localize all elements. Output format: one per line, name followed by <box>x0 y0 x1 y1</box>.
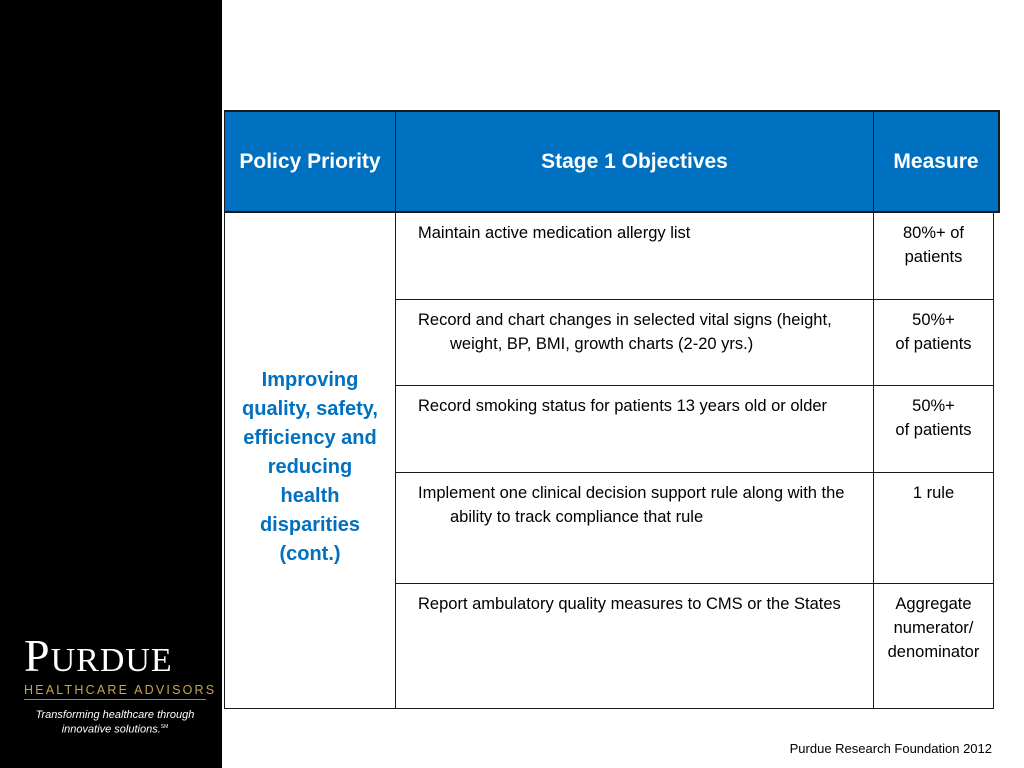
header-policy-priority: Policy Priority <box>224 110 396 213</box>
objective-cell <box>396 213 874 299</box>
measure-line: of patients <box>895 335 972 353</box>
measure-line: 50%+ <box>912 311 955 329</box>
policy-priority-line: reducing <box>267 456 353 478</box>
measure-cell <box>874 386 994 472</box>
measure-cell <box>874 300 994 385</box>
table-row <box>396 213 994 300</box>
measure-line: 1 rule <box>912 484 955 502</box>
policy-priority-line: disparities <box>259 514 361 536</box>
policy-priority-text <box>226 352 394 569</box>
table-row <box>396 473 994 584</box>
objective-cell <box>396 386 874 472</box>
header-measure: Measure <box>874 110 1000 213</box>
policy-priority-line: efficiency and <box>243 427 377 449</box>
measure-line: 50%+ <box>912 397 955 415</box>
tagline-line-2: innovative solutions. <box>61 723 161 736</box>
objective-text: Implement one clinical decision support rule along with the ability to track compliance that rule <box>418 484 845 526</box>
table-body <box>224 213 994 709</box>
purdue-logo <box>24 630 208 683</box>
sidebar <box>0 0 222 768</box>
objective-cell <box>396 473 874 583</box>
objective-cell <box>396 300 874 385</box>
policy-priority-line: (cont.) <box>279 543 341 565</box>
objective-cell <box>396 584 874 708</box>
measure-line: patients <box>904 248 963 266</box>
objective-text: Record and chart changes in selected vital signs (height, weight, BP, BMI, growth charts (2-20 yrs.) <box>418 311 832 353</box>
objective-text: Maintain active medication allergy list <box>418 224 691 242</box>
footer-copyright: Purdue Research Foundation 2012 <box>789 741 992 756</box>
measure-line: Aggregate <box>895 595 972 613</box>
table-row <box>396 386 994 473</box>
objectives-table <box>224 110 1000 710</box>
table-row <box>396 300 994 386</box>
measure-cell <box>874 584 994 708</box>
objective-text: Record smoking status for patients 13 years old or older <box>418 397 828 415</box>
logo-divider <box>24 699 206 700</box>
measure-line: numerator/ <box>893 619 974 637</box>
measure-cell <box>874 213 994 299</box>
logo-first-letter: P <box>24 630 51 681</box>
logo-subtitle: HEALTHCARE ADVISORS <box>24 683 217 697</box>
table-row <box>396 584 994 709</box>
service-mark: SM <box>160 724 169 730</box>
policy-priority-cell <box>224 213 396 709</box>
policy-priority-line: quality, safety, <box>242 398 378 420</box>
header-stage-1-objectives: Stage 1 Objectives <box>396 110 874 213</box>
measure-line: denominator <box>887 643 980 661</box>
objective-text: Report ambulatory quality measures to CMS or the States <box>418 595 841 613</box>
measure-line: 80%+ of <box>902 224 964 242</box>
policy-priority-line: health <box>280 485 340 507</box>
tagline-line-1: Transforming healthcare through <box>35 709 195 721</box>
logo-rest-letters: URDUE <box>50 642 173 679</box>
measure-cell <box>874 473 994 583</box>
policy-priority-line: Improving <box>261 369 359 391</box>
tagline <box>20 709 210 736</box>
measure-line: of patients <box>895 421 972 439</box>
